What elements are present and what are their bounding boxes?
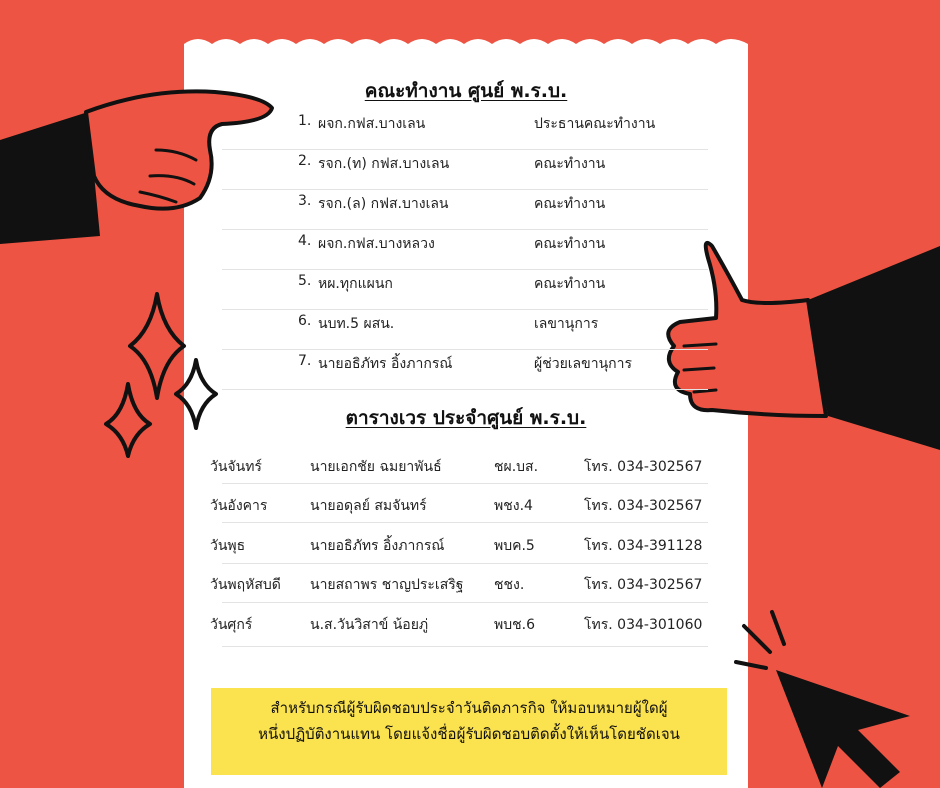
duty-unit: พชง.4 (494, 498, 533, 514)
member-role: คณะทำงาน (534, 236, 606, 252)
member-role: คณะทำงาน (534, 276, 606, 292)
duty-day: วันพุธ (210, 538, 246, 554)
member-number: 2. (298, 153, 312, 169)
member-number: 7. (298, 353, 312, 369)
duty-phone: โทร. 034-391128 (584, 538, 703, 554)
row-divider (222, 309, 708, 310)
row-divider (222, 563, 708, 564)
member-role: ประธานคณะทำงาน (534, 116, 656, 132)
member-number: 6. (298, 313, 312, 329)
duty-day: วันพฤหัสบดี (210, 577, 281, 593)
duty-day: วันอังคาร (210, 498, 268, 514)
member-name: นายอธิภัทร อิ้งภากรณ์ (318, 356, 453, 372)
note-line-1: สำหรับกรณีผู้รับผิดชอบประจำวันติดภารกิจ ให้มอบหมายผู้ใดผู้ (270, 699, 668, 717)
duty-day: วันจันทร์ (210, 459, 262, 475)
member-name: รจก.(ล) กฟส.บางเลน (318, 196, 449, 212)
duty-phone: โทร. 034-302567 (584, 577, 703, 593)
duty-person: นายอธิภัทร อิ้งภากรณ์ (310, 538, 445, 554)
row-divider (222, 483, 708, 484)
member-name: หผ.ทุกแผนก (318, 276, 393, 292)
member-name: ผจก.กฟส.บางหลวง (318, 236, 435, 252)
committee-title: คณะทำงาน ศูนย์ พ.ร.บ. (364, 80, 568, 102)
row-divider (222, 646, 708, 647)
pointing-hand-icon (0, 91, 272, 244)
row-divider (222, 189, 708, 190)
member-number: 1. (298, 113, 312, 129)
member-name: นบท.5 ผสน. (318, 316, 395, 332)
member-role: คณะทำงาน (534, 156, 606, 172)
duty-person: นายเอกชัย ฉมยาพันธ์ (310, 459, 442, 475)
duty-unit: ชผ.บส. (494, 459, 539, 475)
duty-person: นายสถาพร ชาญประเสริฐ (310, 577, 464, 593)
duty-unit: พบช.6 (494, 617, 535, 633)
duty-phone: โทร. 034-301060 (584, 617, 703, 633)
member-number: 5. (298, 273, 312, 289)
member-name: ผจก.กฟส.บางเลน (318, 116, 426, 132)
duty-phone: โทร. 034-302567 (584, 498, 703, 514)
member-role: คณะทำงาน (534, 196, 606, 212)
row-divider (222, 269, 708, 270)
member-role: ผู้ช่วยเลขานุการ (534, 356, 632, 372)
row-divider (222, 149, 708, 150)
row-divider (222, 522, 708, 523)
duty-roster-title: ตารางเวร ประจำศูนย์ พ.ร.บ. (345, 407, 587, 429)
member-role: เลขานุการ (534, 316, 599, 332)
cursor-arrow-icon (736, 612, 910, 788)
duty-unit: พบค.5 (494, 538, 535, 554)
member-number: 3. (298, 193, 312, 209)
member-number: 4. (298, 233, 312, 249)
row-divider (222, 229, 708, 230)
member-name: รจก.(ท) กฟส.บางเลน (318, 156, 450, 172)
row-divider (222, 602, 708, 603)
row-divider (222, 349, 708, 350)
duty-unit: ชชง. (494, 577, 525, 593)
note-line-2: หนึ่งปฏิบัติงานแทน โดยแจ้งชื่อผู้รับผิดชอบติดตั้งให้เห็นโดยชัดเจน (258, 725, 680, 743)
note-box (211, 688, 727, 775)
duty-phone: โทร. 034-302567 (584, 459, 703, 475)
duty-day: วันศุกร์ (210, 617, 253, 633)
duty-person: นายอดุลย์ สมจันทร์ (310, 498, 427, 514)
row-divider (222, 389, 708, 390)
duty-person: น.ส.วันวิสาข์ น้อยภู่ (310, 617, 429, 633)
